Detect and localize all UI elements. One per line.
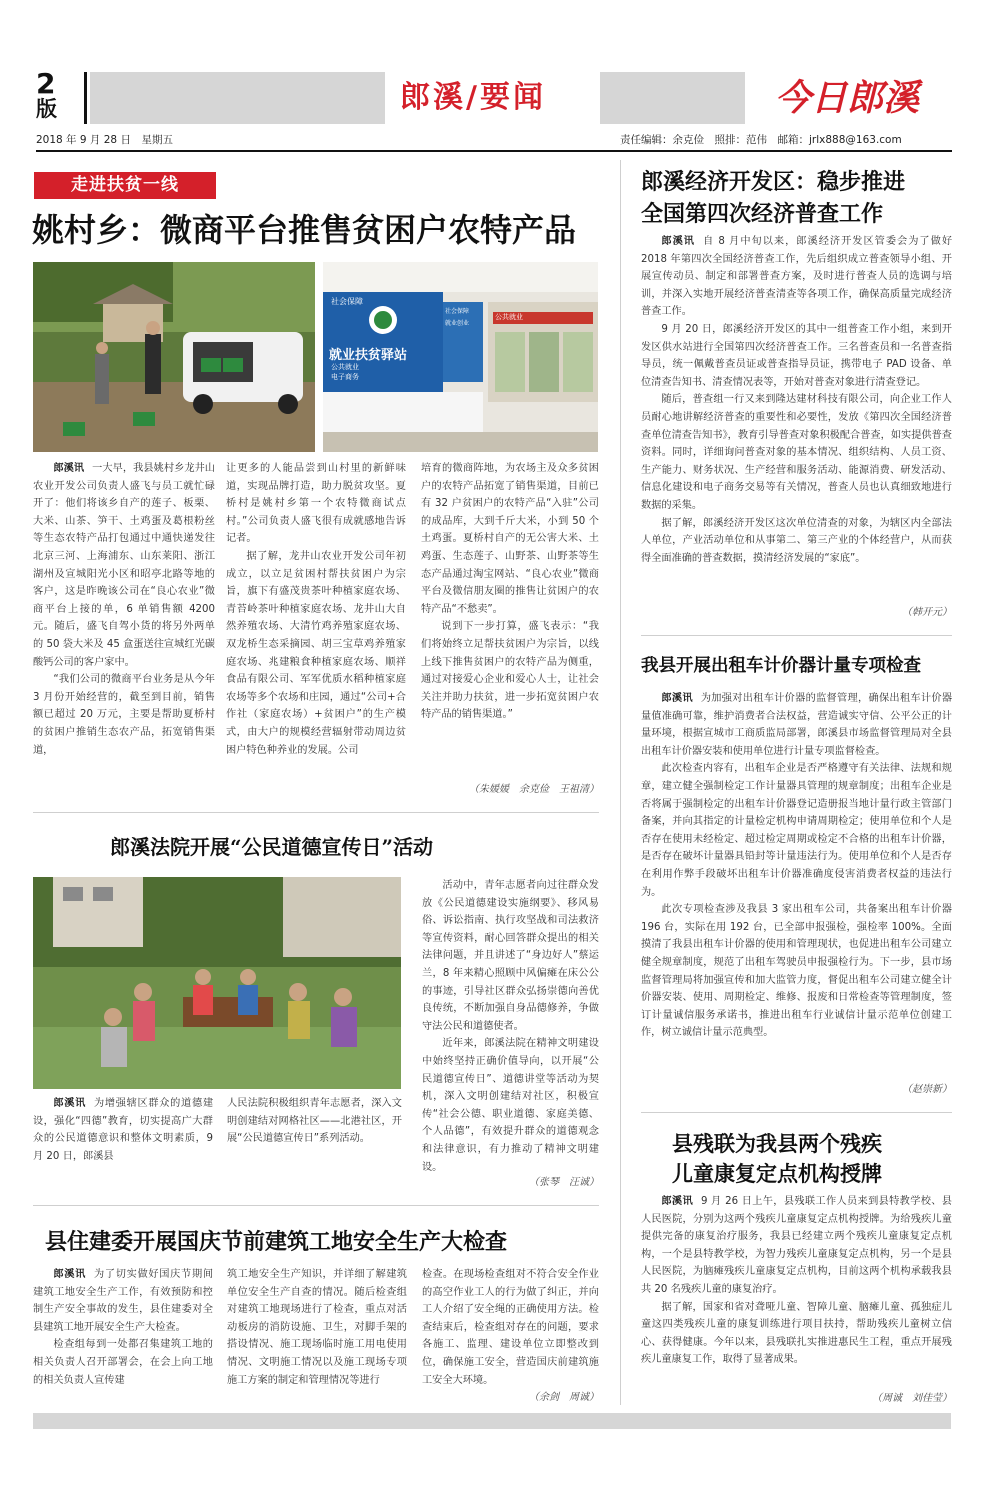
article3-lead: 郎溪讯 <box>53 1269 87 1280</box>
page-number-digit: 2 <box>36 67 56 100</box>
photo-court-activity-image <box>33 877 401 1089</box>
photo-service-station <box>323 262 598 452</box>
article5-title: 我县开展出租车计价器计量专项检查 <box>641 656 921 676</box>
article1-col3-text: 培育的微商阵地，为农场主及众多贫困户的农特产品拓宽了销售渠道，目前已有 32 户贫困户的农特产品“入驻”公司的成品库，大到千斤大米，小到 50 个土鸡蛋。夏桥村自产的无公害大米、土鸡蛋、生态莲子、山野茶、山野茶等生态产品通过淘宝网站、“良心农业”微商平台及微信朋友圈的推售让贫困户的农特产品“不愁卖”。 <box>421 463 599 615</box>
article4-byline: （韩开元） <box>902 607 952 618</box>
article4-title-line1: 郎溪经济开发区：稳步推进 <box>641 169 906 195</box>
article5-p3: 此次专项检查涉及我县 3 家出租车公司，共备案出租车计价器 196 台，实际在用 192 台，已全部申报强检，强检率 100%。全面摸清了我县出租车计价器的使用和管理现状，也促进出租车公司建立健全规章制度，规范了出租车驾驶员申报强检行为。下一步，县市场监督管理局将加强宣传和加大监管力度，督促出租车公司建立健全计价器安装、使用、周期检定、维修、报废和日常检查等管理制度，签订计量诚信服务承诺书，推进出租车行业诚信计量示范单位创建工作，树立诚信计量示范典型。 <box>641 904 952 1039</box>
header-rule <box>36 150 952 152</box>
page-number <box>36 67 80 122</box>
article2-text-b: 人民法院积极组织青年志愿者，深入文明创建结对网格社区——北港社区，开展“公民道德宣传日”系列活动。 <box>227 1098 402 1145</box>
article6-body <box>641 1193 952 1389</box>
sign-social-security: 社会保障 <box>331 297 363 306</box>
article6-title-line1: 县残联为我县两个残疾 <box>672 1131 882 1156</box>
article2-right-text-1: 活动中，青年志愿者向过往群众发放《公民道德建设实施纲要》、移风易俗、诉讼指南、执行攻坚战和司法救济等宣传资料，耐心回答群众提出的相关法律问题，并且讲述了“身边好人”蔡运兰，8 年来精心照顾中风偏瘫在床公公的事迹，引导社区群众弘扬崇德向善优良传统，不断加强自身品德修养，争做守法公民和道德使者。 <box>422 880 599 1032</box>
article1-column-2 <box>226 460 406 800</box>
kicker-label: 走进扶贫一线 <box>34 172 216 199</box>
article6-byline: （周诚 刘佳莹） <box>872 1393 952 1404</box>
article1-col3b-text: 说到下一步打算，盛飞表示：“我们将始终立足帮扶贫困户为宗旨，以线上线下推售贫困户的农特产品为侧重，通过对接爱心企业和爱心人士，让社会关注并助力扶贫，进一步拓宽贫困户农特产品的销售渠道。” <box>421 621 599 721</box>
article5-body <box>641 690 952 1082</box>
article4-body <box>641 233 952 603</box>
article4-p1: 自 8 月中旬以来，郎溪经济开发区管委会为了做好 2018 年第四次全国经济普查工作，先后组织成立普查领导小组、开展宣传动员、制定和部署普查方案，及时进行普查人员的选调与培训，并深入实地开展经济普查清查等各项工作，确保高质量完成经济普查工作。 <box>641 236 952 318</box>
sign-public-employment: 公共就业 <box>331 363 359 371</box>
article4-title-line2: 全国第四次经济普查工作 <box>641 201 884 227</box>
page-number-suffix: 版 <box>36 97 57 121</box>
article1-col2-text: 让更多的人能品尝到山村里的新鲜味道，实现品牌打造，助力脱贫攻坚。夏桥村是姚村乡第一个农特微商试点村。”公司负责人盛飞很有成就感地告诉记者。 <box>226 463 406 545</box>
header-date: 2018 年 9 月 28 日 星期五 <box>36 134 173 146</box>
article6-title-line2: 儿童康复定点机构授牌 <box>672 1161 882 1186</box>
sign-public-employment-2: 公共就业 <box>495 313 523 321</box>
article3-col1-text: 为了切实做好国庆节期间建筑工地安全生产工作，有效预防和控制生产安全事故的发生，县住建委对全县建筑工地开展安全生产大检查。 <box>33 1269 213 1333</box>
article2-right-text-2: 近年来，郎溪法院在精神文明建设中始终坚持正确价值导向，以开展“公民道德宣传日”、道德讲堂等活动为契机，深入文明创建结对社区，积极宣传“社会公德、职业道德、家庭美德、个人品德”，有效提升群众的道德观念和法律意识，有力推动了精神文明建设。 <box>422 1038 599 1173</box>
article1-col1-text: 一大早，我县姚村乡龙井山农业开发公司负责人盛飞与员工就忙碌开了：他们将该乡自产的莲子、板栗、大米、山茶、笋干、土鸡蛋及葛根粉丝等生态农特产品打包通过中通快递发往北京三河、上海浦东、山东莱阳、浙江湖州及宣城阳光小区和昭亭北路等地的客户，这是昨晚该公司在“良心农业”微商平台上接的单，6 单销售额 4200 元。随后，盛飞自驾小货的将另外两单的 50 袋大米及 45 盒蛋送往宣城红光碳酸钙公司的客户家中。 <box>33 463 215 668</box>
article2-caption-middle <box>227 1095 402 1195</box>
article5-p2: 此次检查内容有，出租车企业是否严格遵守有关法律、法规和规章，建立健全强制检定工作计量器具管理的规章制度；出租车企业是否将属于强制检定的出租车计价器登记造册报当地计量行政主管部门备案，并向其指定的计量检定机构申请周期检定；使用单位和个人是否存在使用未经检定、超过检定周期或检定不合格的出租车计价器，是否存在破坏计量器具铅封等计量违法行为。使用单位和个人是否存在利用作弊手段破坏出租车计价器准确度侵害消费者权益的违法行为。 <box>641 763 952 898</box>
article1-lead: 郎溪讯 <box>53 463 85 474</box>
sign-employment-station: 就业扶贫驿站 <box>329 348 408 363</box>
article3-col2-text: 筑工地安全生产知识，并详细了解建筑单位安全生产自查的情况。随后检查组对建筑工地现场进行了检查，重点对活动板房的消防设施、卫生，对脚手架的搭设情况、施工现场临时施工用电使用情况、文明施工情况以及施工现场专项施工方案的制定和管理情况等进行 <box>227 1269 407 1386</box>
article2-title: 郎溪法院开展“公民道德宣传日”活动 <box>110 835 434 859</box>
article1-byline: （朱媛媛 余克俭 王祖清） <box>469 784 599 795</box>
divider-art5-art6 <box>641 1112 952 1113</box>
article4-p4: 据了解，郎溪经济开发区这次单位清查的对象，为辖区内全部法人单位，产业活动单位和从事第二、第三产业的个体经营户，从而获得全面准确的普查数据，摸清经济发展的“家底”。 <box>641 517 952 564</box>
article4-p2: 9 月 20 日，郎溪经济开发区的其中一组普查工作小组，来到开发区供水站进行全国第四次经济普查工作。三名普查员和一名普查指导员，统一佩戴普查员证或普查指导员证，携带电子 PAD 设备、单位清查告知书、清查情况表等，开始对普查对象进行清查登记。 <box>641 323 952 388</box>
column-separator <box>620 160 621 1405</box>
article6-p1: 9 月 26 日上午，县残联工作人员来到县特教学校、县人民医院，分别为这两个残疾儿童康复定点机构授牌。为给残疾儿童提供完备的康复治疗服务，我县已经建立两个残疾儿童康复定点机构，一个是县特教学校，为智力残疾儿童康复定点机构，另一个是县人民医院，为脑瘫残疾儿童康复定点机构，目前这两个机构承载我县共 20 名残疾儿童的康复治疗。 <box>641 1196 952 1295</box>
article3-column-3 <box>422 1266 599 1388</box>
article3-title: 县住建委开展国庆节前建筑工地安全生产大检查 <box>45 1229 508 1255</box>
sign-entrepreneurship: 就业创业 <box>445 320 470 327</box>
header-bar-divider <box>84 72 87 124</box>
article6-p2: 据了解，国家和省对聋哑儿童、智障儿童、脑瘫儿童、孤独症儿童这四类残疾儿童的康复训练进行项目扶持，帮助残疾儿童树立信心、获得健康。今年以来，县残联扎实推进惠民生工程，重点开展残疾儿童康复工作，取得了显著成果。 <box>641 1301 952 1366</box>
sign-ecommerce: 电子商务 <box>331 373 359 381</box>
article3-col1b-text: 检查组每到一处都召集建筑工地的相关负责人召开部署会，在会上向工地的相关负责人宣传建 <box>33 1339 213 1386</box>
section-title: 郎溪/要闻 <box>400 80 546 115</box>
footer-gray-bar <box>33 1413 951 1429</box>
photo-court-activity <box>33 877 401 1089</box>
article5-byline: （赵崇新） <box>902 1084 952 1095</box>
article1-col1b-text: “我们公司的微商平台业务是从今年 3 月份开始经营的，截至到目前，销售额已超过 20 万元，主要是帮助夏桥村的贫困户推销生态农产品，拓宽销售渠道， <box>33 674 215 756</box>
article1-col2b-text: 据了解，龙井山农业开发公司年初成立，以立足贫困村帮扶贫困户为宗旨，旗下有盛茂贵茶叶种植家庭农场、青苔岭茶叶种植家庭农场、龙井山大自然养殖农场、大清竹鸡养殖家庭农场、双龙桥生态采摘园、胡三宝草鸡养殖家庭农场、兆建粮食种植家庭农场、顺祥食品有限公司、军军优质水稻种植家庭农场等多个农场和庄园，通过“公司+合作社（家庭农场）+贫困户”的生产模式，由大户的规模经营辐射带动周边贫困户特色种养业的发展。公司 <box>226 550 406 756</box>
photo-delivery <box>33 262 315 452</box>
article4-lead: 郎溪讯 <box>661 236 695 247</box>
header-gray-band-left <box>90 72 385 124</box>
article3-column-1 <box>33 1266 213 1406</box>
article5-p1: 为加强对出租车计价器的监督管理，确保出租车计价器量值准确可靠，维护消费者合法权益，营造诚实守信、公平公正的计量环境，根据宣城市工商质监局部署，郎溪县市场监督管理局对全县出租车计价器安装和使用单位进行计量专项监督检查。 <box>641 693 952 757</box>
divider-art4-art5 <box>641 635 952 636</box>
header-editors: 责任编辑：余克俭 照排：范伟 邮箱：jrlx888@163.com <box>620 134 902 146</box>
article5-lead: 郎溪讯 <box>661 693 693 704</box>
article3-byline: （余剑 周诚） <box>529 1392 599 1403</box>
article3-column-2 <box>227 1266 407 1406</box>
article2-lead: 郎溪讯 <box>53 1098 87 1109</box>
article2-column-right <box>422 877 599 1173</box>
article2-text-a: 为增强辖区群众的道德建设，强化“四德”教育，切实提高广大群众的公民道德意识和整体文明素质，9 月 20 日，郎溪县 <box>33 1098 213 1162</box>
sign-social-security-2: 社会保障 <box>445 308 470 315</box>
article1-column-3 <box>421 460 599 780</box>
article2-caption-left <box>33 1095 213 1195</box>
header-gray-band-right <box>600 72 745 124</box>
divider-art2-art3 <box>33 1205 599 1206</box>
divider-art1-art2 <box>33 812 599 813</box>
article4-p3: 随后，普查组一行又来到隆达建材科技有限公司，向企业工作人员耐心地讲解经济普查的重要性和必要性，发放《第四次全国经济普查单位清查告知书》，教育引导普查对象积极配合普查，如实提供普查资料。同时，详细询问普查对象的基本情况、组织结构、人员工资、生产能力、财务状况、生产经营和服务活动、能源消费、研发活动、信息化建设和电子商务交易等有关情况，普查人员也认真细致地进行数据的采集。 <box>641 394 952 511</box>
masthead-logo: 今日郎溪 <box>775 77 920 119</box>
article2-byline: （张琴 汪诚） <box>529 1177 599 1188</box>
article1-column-1 <box>33 460 215 800</box>
photo-delivery-image <box>33 262 315 452</box>
article1-title: 姚村乡：微商平台推售贫困户农特产品 <box>32 211 577 249</box>
article3-col3-text: 检查。在现场检查组对不符合安全作业的高空作业工人的行为做了纠正，并向工人介绍了安全绳的正确使用方法。检查结束后，检查组对存在的问题，要求各施工、监理、建设单位立即整改到位，确保施工安全，营造国庆前建筑施工安全大环境。 <box>422 1269 599 1386</box>
article6-lead: 郎溪讯 <box>661 1196 693 1207</box>
